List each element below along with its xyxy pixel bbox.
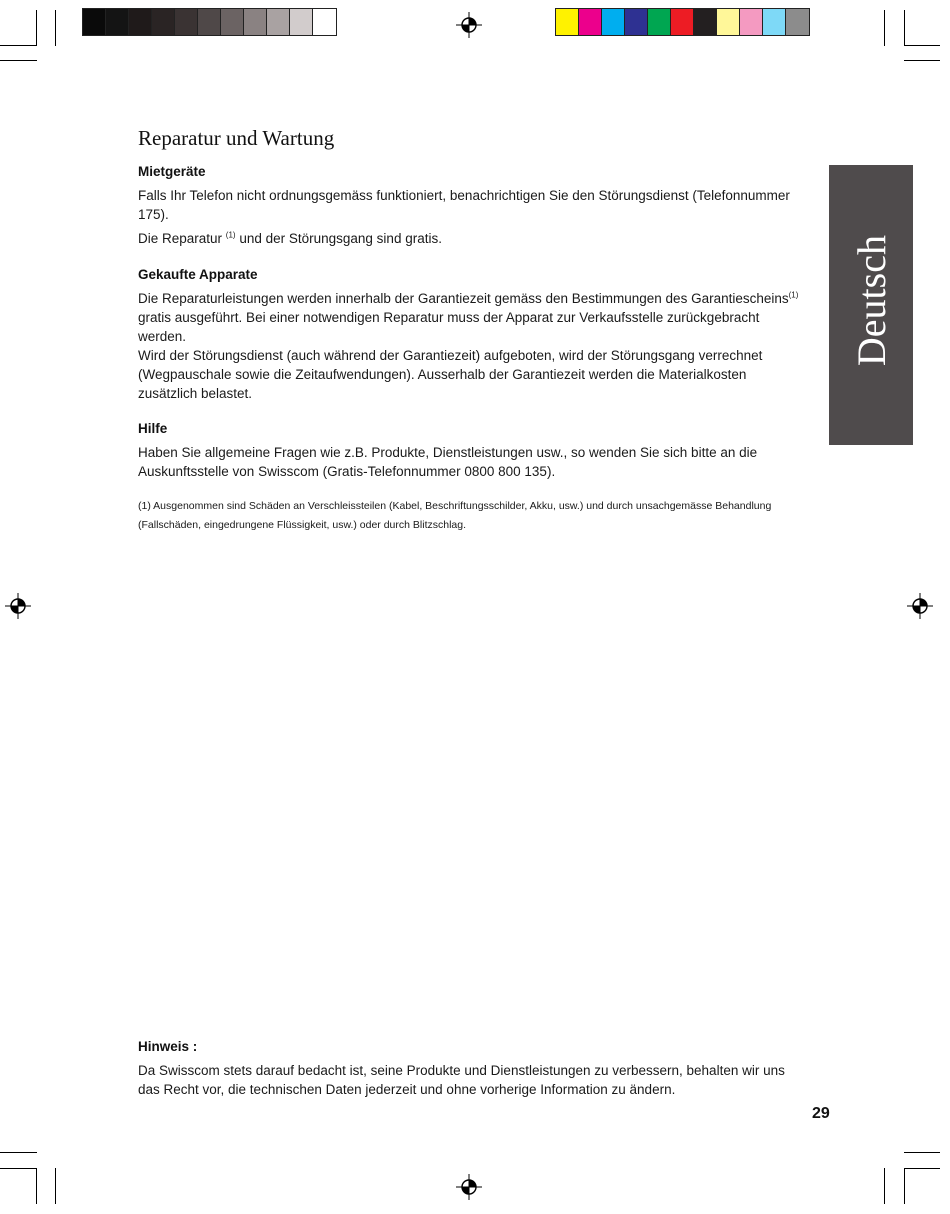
section-paragraph: Falls Ihr Telefon nicht ordnungsgemäss funktioniert, benachrichtigen Sie den Störungsdienst (Telefonnummer 175). bbox=[138, 188, 790, 222]
page-number: 29 bbox=[812, 1105, 830, 1122]
color-swatch bbox=[694, 9, 717, 35]
color-swatch bbox=[313, 9, 336, 35]
color-swatch bbox=[221, 9, 244, 35]
color-swatch bbox=[129, 9, 152, 35]
crop-mark bbox=[0, 1152, 37, 1153]
color-bar bbox=[555, 8, 810, 36]
color-swatch bbox=[152, 9, 175, 35]
color-swatch bbox=[244, 9, 267, 35]
section-heading-hilfe: Hilfe bbox=[138, 421, 168, 436]
section-paragraph bbox=[138, 289, 803, 346]
crop-mark bbox=[0, 60, 37, 61]
registration-mark-icon bbox=[456, 1174, 482, 1200]
crop-mark bbox=[904, 10, 905, 46]
crop-mark bbox=[55, 10, 56, 46]
section-heading-gekaufte-apparate: Gekaufte Apparate bbox=[138, 267, 258, 282]
color-swatch bbox=[740, 9, 763, 35]
grayscale-bar bbox=[82, 8, 337, 36]
color-swatch bbox=[648, 9, 671, 35]
color-swatch bbox=[556, 9, 579, 35]
color-swatch bbox=[290, 9, 313, 35]
color-swatch bbox=[763, 9, 786, 35]
paragraph-text: Die Reparaturleistungen werden innerhalb der Garantiezeit gemäss den Bestimmungen des Garantiescheins bbox=[138, 291, 789, 306]
crop-mark bbox=[884, 10, 885, 46]
color-swatch bbox=[671, 9, 694, 35]
registration-mark-icon bbox=[5, 593, 31, 619]
color-swatch bbox=[106, 9, 129, 35]
paragraph-text: und der Störungsgang sind gratis. bbox=[235, 231, 442, 246]
section-paragraph bbox=[138, 229, 803, 248]
section-paragraph: Wird der Störungsdienst (auch während der Garantiezeit) aufgeboten, wird der Störungsgang verrechnet (Wegpauschale sowie die Zeitaufwendungen). Ausserhalb der Garantiezeit werden die Materialkosten zusätzlich belastet. bbox=[138, 348, 763, 401]
language-tab bbox=[829, 165, 913, 445]
crop-mark bbox=[884, 1168, 885, 1204]
crop-mark bbox=[904, 1152, 940, 1153]
color-swatch bbox=[786, 9, 809, 35]
footnote-reference: (1) bbox=[225, 230, 236, 240]
language-tab-label: Deutsch bbox=[848, 235, 894, 367]
color-swatch bbox=[579, 9, 602, 35]
footnote: (1) Ausgenommen sind Schäden an Verschleissteilen (Kabel, Beschriftungsschilder, Akku, usw.) und durch unsachgemässe Behandlung (Fallschäden, eingedrungene Flüssigkeit, usw.) oder durch Blitzschlag. bbox=[138, 500, 772, 531]
crop-mark bbox=[36, 1168, 37, 1204]
color-swatch bbox=[602, 9, 625, 35]
footnote-reference: (1) bbox=[788, 290, 799, 300]
crop-mark bbox=[55, 1168, 56, 1204]
section-paragraph: Haben Sie allgemeine Fragen wie z.B. Produkte, Dienstleistungen usw., so wenden Sie sich bitte an die Auskunftsstelle von Swisscom (Gratis-Telefonnummer 0800 800 135). bbox=[138, 445, 758, 479]
paragraph-text: gratis ausgeführt. Bei einer notwendigen Reparatur muss der Apparat zur Verkaufsstelle zurückgebracht werden. bbox=[138, 310, 760, 344]
page-title: Reparatur und Wartung bbox=[138, 126, 335, 150]
color-swatch bbox=[267, 9, 290, 35]
crop-mark bbox=[904, 45, 940, 46]
color-swatch bbox=[717, 9, 740, 35]
registration-mark-icon bbox=[456, 12, 482, 38]
crop-mark bbox=[904, 60, 940, 61]
crop-mark bbox=[904, 1168, 905, 1204]
registration-mark-icon bbox=[907, 593, 933, 619]
crop-mark bbox=[0, 45, 37, 46]
section-heading-mietgeraete: Mietgeräte bbox=[138, 164, 206, 179]
color-swatch bbox=[625, 9, 648, 35]
color-swatch bbox=[83, 9, 106, 35]
crop-mark bbox=[36, 10, 37, 46]
note-paragraph: Da Swisscom stets darauf bedacht ist, seine Produkte und Dienstleistungen zu verbessern, behalten wir uns das Recht vor, die technischen Daten jederzeit und ohne vorherige Information zu ändern. bbox=[138, 1063, 785, 1097]
paragraph-text: Die Reparatur bbox=[138, 231, 226, 246]
color-swatch bbox=[198, 9, 221, 35]
crop-mark bbox=[904, 1168, 940, 1169]
note-heading: Hinweis : bbox=[138, 1039, 198, 1054]
color-swatch bbox=[175, 9, 198, 35]
crop-mark bbox=[0, 1168, 37, 1169]
